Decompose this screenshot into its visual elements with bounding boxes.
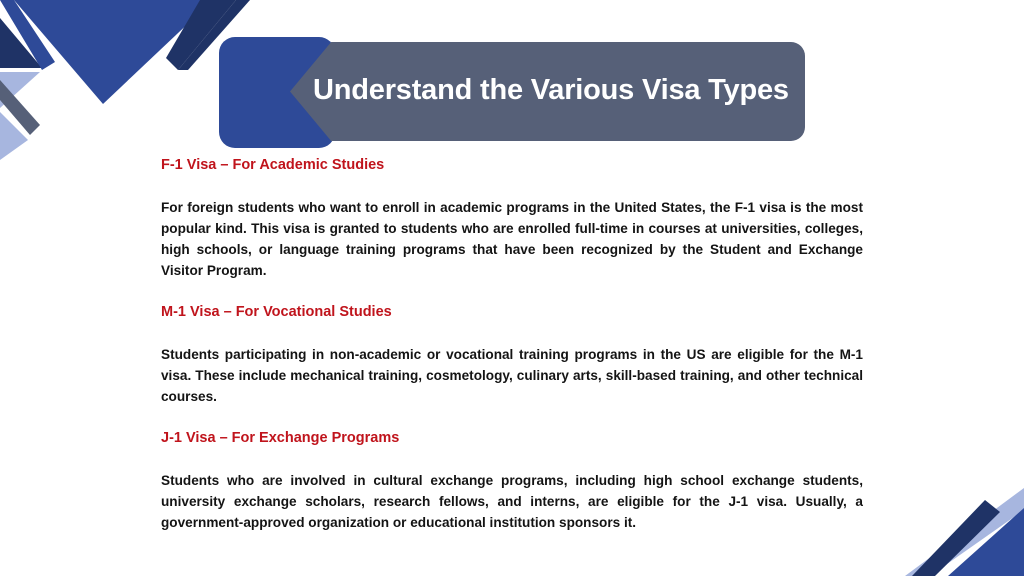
section-body-m1: Students participating in non-academic or vocational training programs in the US are eligible for the M-1 visa. These include mechanical training, cosmetology, culinary arts, skill-based training, and other technical courses. bbox=[161, 347, 863, 404]
deco-triangle-pale bbox=[0, 112, 28, 160]
deco-br-stripe-navy bbox=[912, 500, 1000, 576]
deco-br-triangle bbox=[948, 508, 1024, 576]
section-body-j1: Students who are involved in cultural exchange programs, including high school exchange students, university exchange scholars, research fellows, and interns, are eligible for the J-1 visa. Usually, a government-approved organization or educational institution sponsors it. bbox=[161, 473, 863, 530]
visa-content bbox=[161, 155, 863, 554]
section-heading-j1: J-1 Visa – For Exchange Programs bbox=[161, 430, 400, 446]
section-body-f1: For foreign students who want to enroll in academic programs in the United States, the F-1 visa is the most popular kind. This visa is granted to students who are enrolled full-time in courses at universities, colleges, high schools, or language training programs that have been recognized by the Student and Exchange Visitor Program. bbox=[161, 200, 863, 278]
deco-triangle-light bbox=[0, 72, 40, 108]
section-heading-f1: F-1 Visa – For Academic Studies bbox=[161, 157, 385, 173]
deco-triangle-left bbox=[0, 18, 42, 68]
deco-stripe-gray bbox=[0, 80, 40, 135]
section-heading-m1: M-1 Visa – For Vocational Studies bbox=[161, 304, 392, 320]
deco-stripe-left bbox=[0, 0, 55, 70]
deco-triangle-large bbox=[14, 0, 213, 104]
page-title: Understand the Various Visa Types bbox=[313, 74, 789, 106]
deco-br-stripe-light bbox=[905, 488, 1024, 576]
